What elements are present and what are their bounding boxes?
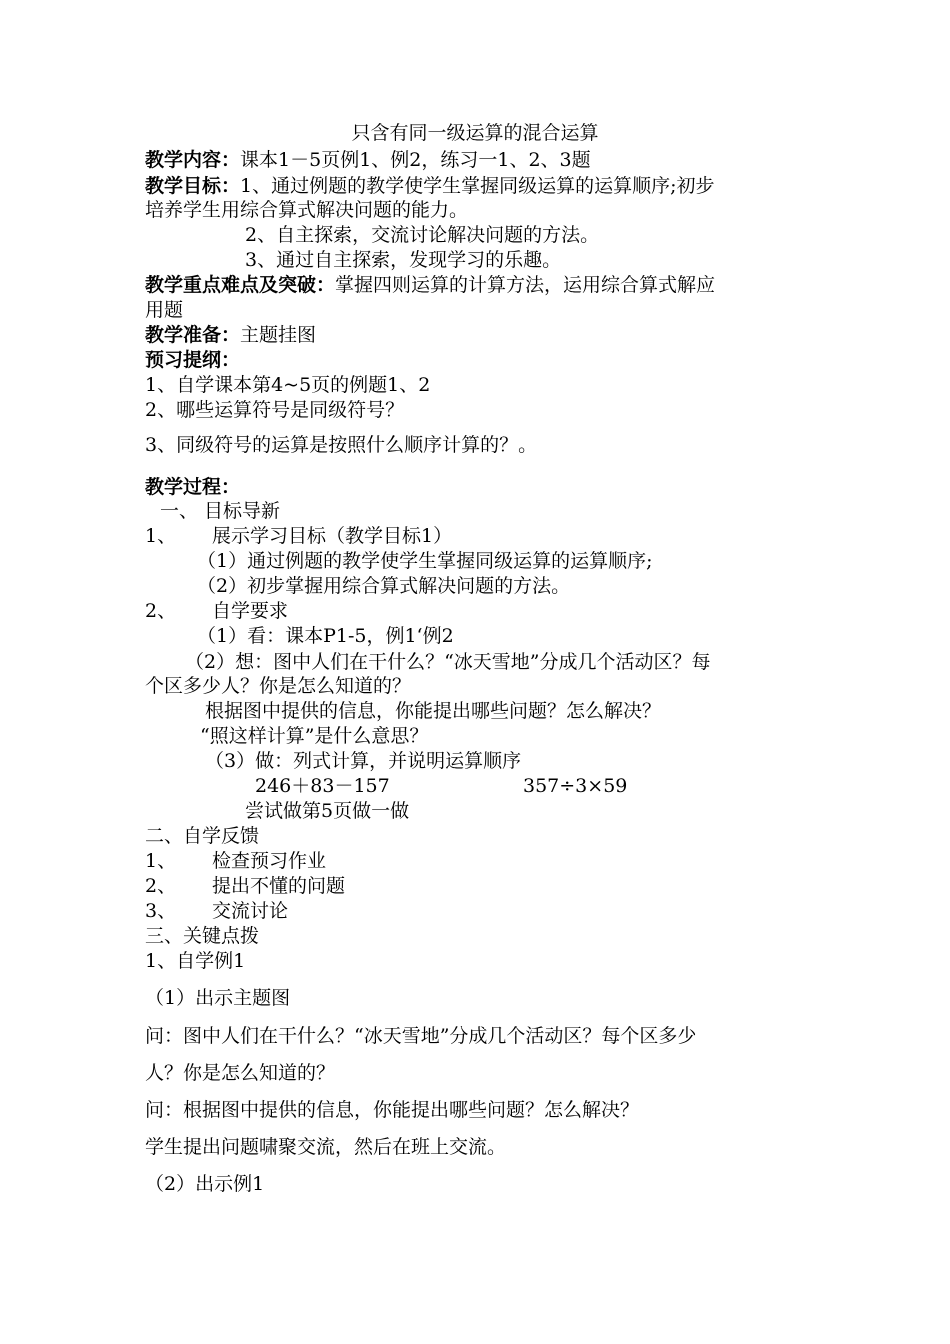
- s1-item-2-num: 2、: [145, 600, 177, 622]
- discussion-note: 学生提出问题啸聚交流，然后在班上交流。: [145, 1136, 507, 1158]
- key-label: 教学重点难点及突破：: [145, 274, 336, 296]
- goals-text-2: 2、自主探索，交流讨论解决问题的方法。: [245, 224, 600, 246]
- s1-item-1: 展示学习目标（教学目标1）: [212, 525, 453, 547]
- content-label: 教学内容：: [145, 149, 241, 171]
- goals-label: 教学目标：: [145, 175, 241, 197]
- s2-item-2-num: 2、: [145, 875, 177, 897]
- s1-item-2e: （3）做：列式计算，并说明运算顺序: [205, 750, 522, 772]
- section-1-heading: 一、 目标导新: [160, 500, 281, 522]
- expression-2: 357÷3×59: [523, 775, 628, 797]
- s2-item-1-num: 1、: [145, 850, 177, 872]
- key-text: 掌握四则运算的计算方法，运用综合算式解应: [335, 274, 716, 296]
- prep-line: [145, 323, 316, 347]
- goals-text-1: 1、通过例题的教学使学生掌握同级运算的运算顺序;初步: [240, 175, 715, 197]
- section-2-heading: 二、自学反馈: [145, 825, 260, 847]
- s1-item-2b2: 个区多少人？你是怎么知道的？: [145, 675, 412, 697]
- document-title: 只含有同一级运算的混合运算: [351, 122, 599, 144]
- s2-item-2: 提出不懂的问题: [212, 875, 346, 897]
- s3-item-1a: （1）出示主题图: [145, 987, 291, 1009]
- preview-item-1: 1、自学课本第4~5页的例题1、2: [145, 374, 431, 396]
- preview-label: 预习提纲：: [145, 349, 241, 371]
- s1-item-2d: “照这样计算”是什么意思？: [200, 725, 429, 747]
- section-3-heading: 三、关键点拨: [145, 925, 260, 947]
- key-line: [145, 273, 715, 297]
- question-1b: 人？你是怎么知道的？: [145, 1062, 336, 1084]
- s1-item-1b: （2）初步掌握用综合算式解决问题的方法。: [197, 575, 571, 597]
- expression-1: 246＋83－157: [255, 775, 390, 797]
- s1-item-2c: 根据图中提供的信息，你能提出哪些问题？怎么解决？: [205, 700, 662, 722]
- question-1: 问：图中人们在干什么？“冰天雪地”分成几个活动区？每个区多少: [145, 1025, 697, 1047]
- question-2: 问：根据图中提供的信息，你能提出哪些问题？怎么解决？: [145, 1099, 640, 1121]
- key-text-2: 用题: [145, 299, 184, 321]
- s1-item-1-num: 1、: [145, 525, 177, 547]
- process-label: 教学过程：: [145, 476, 241, 498]
- s2-item-1: 检查预习作业: [212, 850, 327, 872]
- preview-item-3: 3、同级符号的运算是按照什么顺序计算的？。: [145, 434, 538, 456]
- s3-item-1b: （2）出示例1: [145, 1173, 265, 1195]
- content-line: [145, 148, 591, 172]
- s2-item-3-num: 3、: [145, 900, 177, 922]
- prep-text: 主题挂图: [240, 324, 317, 346]
- s1-item-2: 自学要求: [212, 600, 289, 622]
- content-text: 课本1－5页例1、例2，练习一1、2、3题: [240, 149, 591, 171]
- goals-line: [145, 174, 715, 198]
- try-exercise: 尝试做第5页做一做: [245, 800, 410, 822]
- prep-label: 教学准备：: [145, 324, 241, 346]
- preview-item-2: 2、哪些运算符号是同级符号？: [145, 399, 405, 421]
- s1-item-2a: （1）看：课本P1-5，例1‘例2: [197, 625, 454, 647]
- goals-text-1b: 培养学生用综合算式解决问题的能力。: [145, 199, 469, 221]
- s3-item-1: 1、自学例1: [145, 950, 246, 972]
- goals-text-3: 3、通过自主探索，发现学习的乐趣。: [245, 249, 562, 271]
- s1-item-1a: （1）通过例题的教学使学生掌握同级运算的运算顺序;: [197, 550, 653, 572]
- s1-item-2b: （2）想：图中人们在干什么？“冰天雪地”分成几个活动区？每: [185, 651, 711, 673]
- s2-item-3: 交流讨论: [212, 900, 289, 922]
